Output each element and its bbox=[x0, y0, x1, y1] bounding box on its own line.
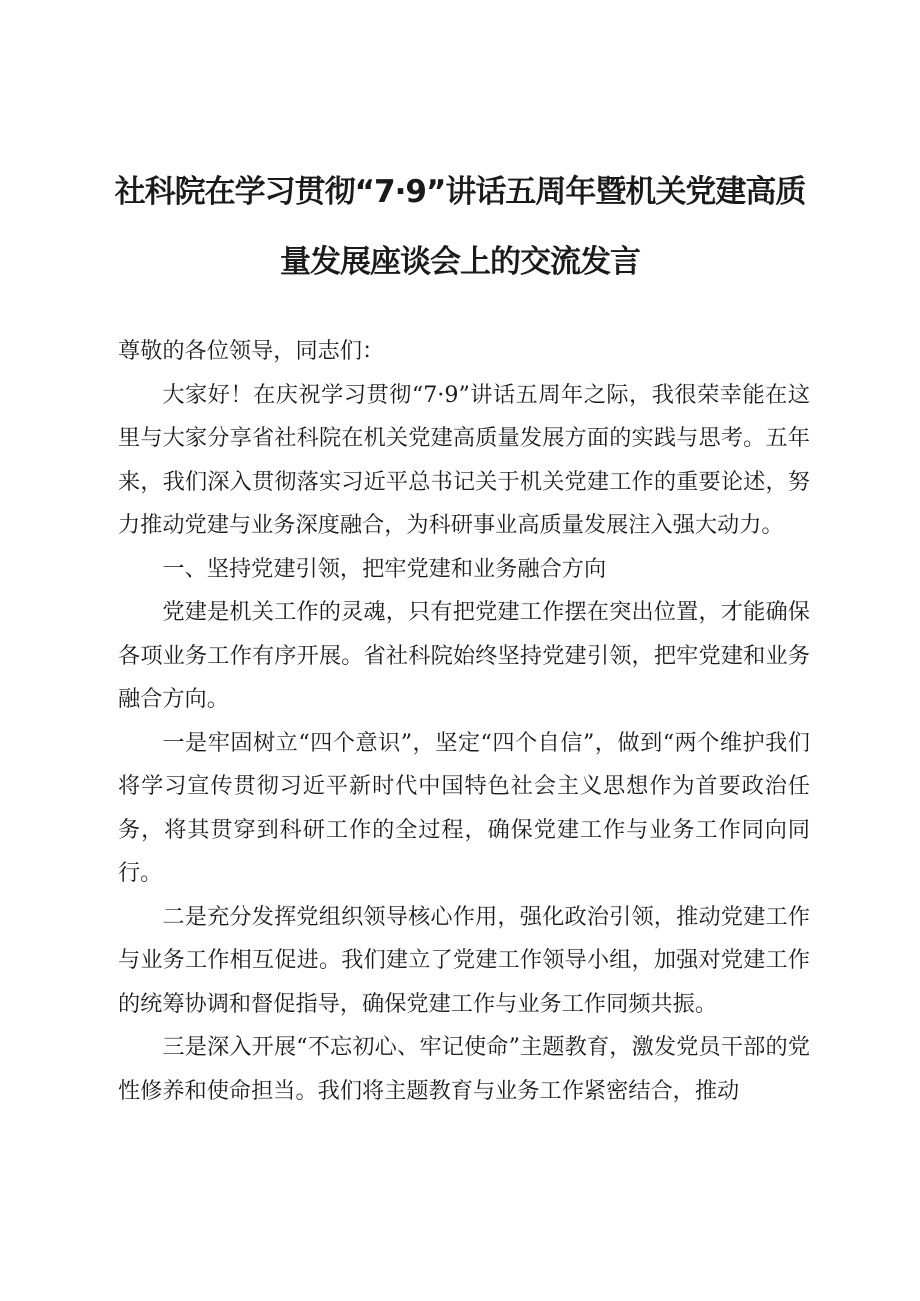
document-body bbox=[118, 330, 810, 1113]
paragraph-point-1: 一是牢固树立“四个意识”，坚定“四个自信”，做到“两个维护我们将学习宣传贯彻习近平新时代中国特色社会主义思想作为首要政治任务，将其贯穿到科研工作的全过程，确保党建工作与业务工作同向同行。 bbox=[118, 729, 810, 886]
paragraph-point-2: 二是充分发挥党组织领导核心作用，强化政治引领，推动党建工作与业务工作相互促进。我们建立了党建工作领导小组，加强对党建工作的统筹协调和督促指导，确保党建工作与业务工作同频共振。 bbox=[118, 903, 810, 1017]
document-title-line-1: 社科院在学习贯彻“7·9”讲话五周年暨机关党建高质 bbox=[114, 174, 806, 210]
paragraph-greeting: 大家好！在庆祝学习贯彻“7·9”讲话五周年之际，我很荣幸能在这里与大家分享省社科院在机关党建高质量发展方面的实践与思考。五年来，我们深入贯彻落实习近平总书记关于机关党建工作的重要论述，努力推动党建与业务深度融合，为科研事业高质量发展注入强大动力。 bbox=[118, 381, 810, 538]
document-title-line-2: 量发展座谈会上的交流发言 bbox=[280, 244, 640, 280]
paragraph-point-3: 三是深入开展“不忘初心、牢记使命”主题教育，激发党员干部的党性修养和使命担当。我们将主题教育与业务工作紧密结合，推动 bbox=[118, 1034, 810, 1104]
section-heading-1: 一、坚持党建引领，把牢党建和业务融合方向 bbox=[162, 555, 607, 582]
salutation: 尊敬的各位领导，同志们： bbox=[118, 338, 385, 364]
paragraph-section-intro: 党建是机关工作的灵魂，只有把党建工作摆在突出位置，才能确保各项业务工作有序开展。省社科院始终坚持党建引领，把牢党建和业务融合方向。 bbox=[118, 599, 810, 712]
